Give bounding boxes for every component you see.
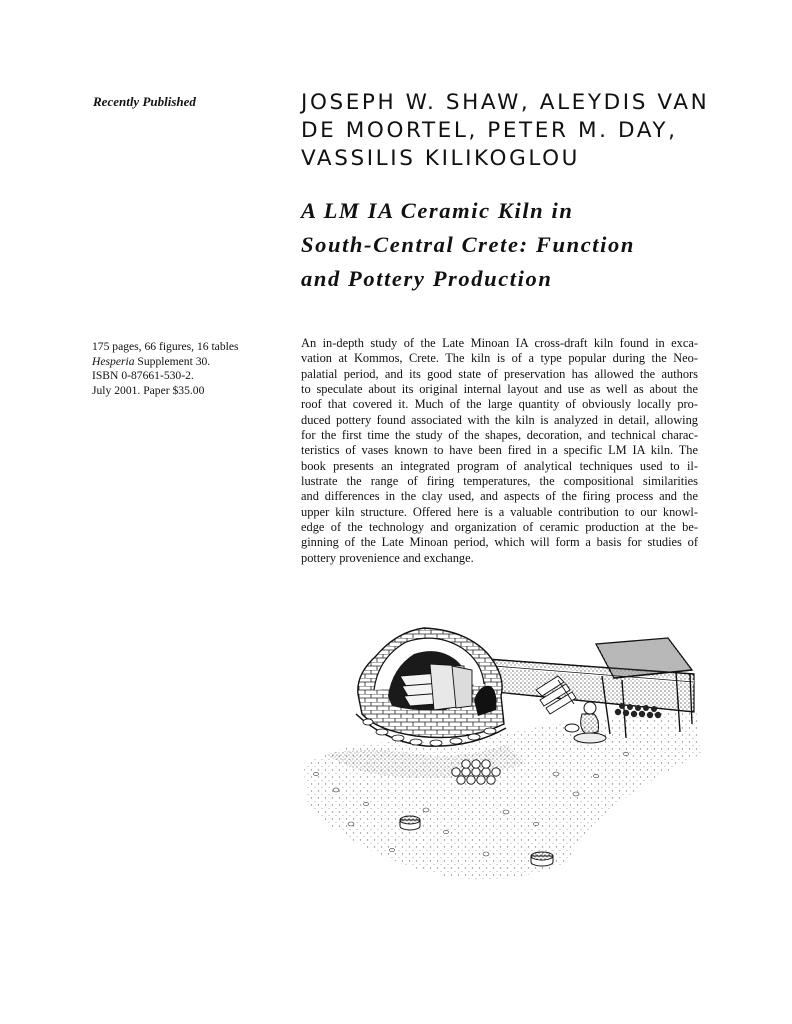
book-description <box>301 336 698 566</box>
authors <box>301 89 741 173</box>
book-title <box>301 194 721 296</box>
description-line: for the first time the study of the shapes, decoration, and technical charac- <box>301 428 698 443</box>
author-line: DE MOORTEL, PETER M. DAY, <box>301 118 678 143</box>
date-price: July 2001. Paper $35.00 <box>92 383 205 397</box>
description-line: lustrate the range of firing temperatures, the compositional similarities <box>301 474 698 489</box>
author-line: VASSILIS KILIKOGLOU <box>301 146 581 171</box>
page-count: 175 pages, 66 figures, 16 tables <box>92 340 239 353</box>
section-label: Recently Published <box>93 94 196 109</box>
description-line: and differences in the clay used, and aspects of the firing process and the <box>301 489 698 504</box>
description-line: teristics of vases known to have been fired in a specific LM IA kiln. The <box>301 443 698 458</box>
kiln-illustration-svg <box>296 614 706 894</box>
description-line: palatial period, and its good state of preservation has allowed the authors <box>301 366 698 381</box>
series-name: Hesperia <box>92 354 135 368</box>
author-line: JOSEPH W. SHAW, ALEYDIS VAN <box>301 90 710 115</box>
book-details <box>92 340 282 398</box>
kiln-reconstruction-drawing-icon <box>296 614 706 899</box>
series-number: Supplement 30. <box>134 354 211 368</box>
description-line: duced pottery found associated with the kiln is analyzed in detail, allowing <box>301 412 698 427</box>
isbn: ISBN 0-87661-530-2. <box>92 369 194 382</box>
title-line: A LM IA Ceramic Kiln in <box>301 198 574 223</box>
description-line: vation at Kommos, Crete. The kiln is of a type popular during the Neo- <box>301 351 698 366</box>
description-line: book presents an integrated program of analytical techniques used to il- <box>301 458 698 473</box>
title-line: and Pottery Production <box>301 266 553 291</box>
description-line: pottery provenience and exchange. <box>301 550 474 565</box>
description-line: ginning of the Late Minoan period, which will form a basis for studies of <box>301 535 698 550</box>
series-line <box>92 355 282 370</box>
description-line: upper kiln structure. Offered here is a valuable contribution to our knowl- <box>301 504 698 519</box>
title-line: South-Central Crete: Function <box>301 232 635 257</box>
description-line: roof that covered it. Much of the large quantity of obviously locally pro- <box>301 397 698 412</box>
description-line: edge of the technology and organization of ceramic production at the be- <box>301 520 698 535</box>
description-line: An in-depth study of the Late Minoan IA cross-draft kiln found in exca- <box>301 336 698 350</box>
description-line: to speculate about its original internal layout and use as well as about the <box>301 382 698 397</box>
